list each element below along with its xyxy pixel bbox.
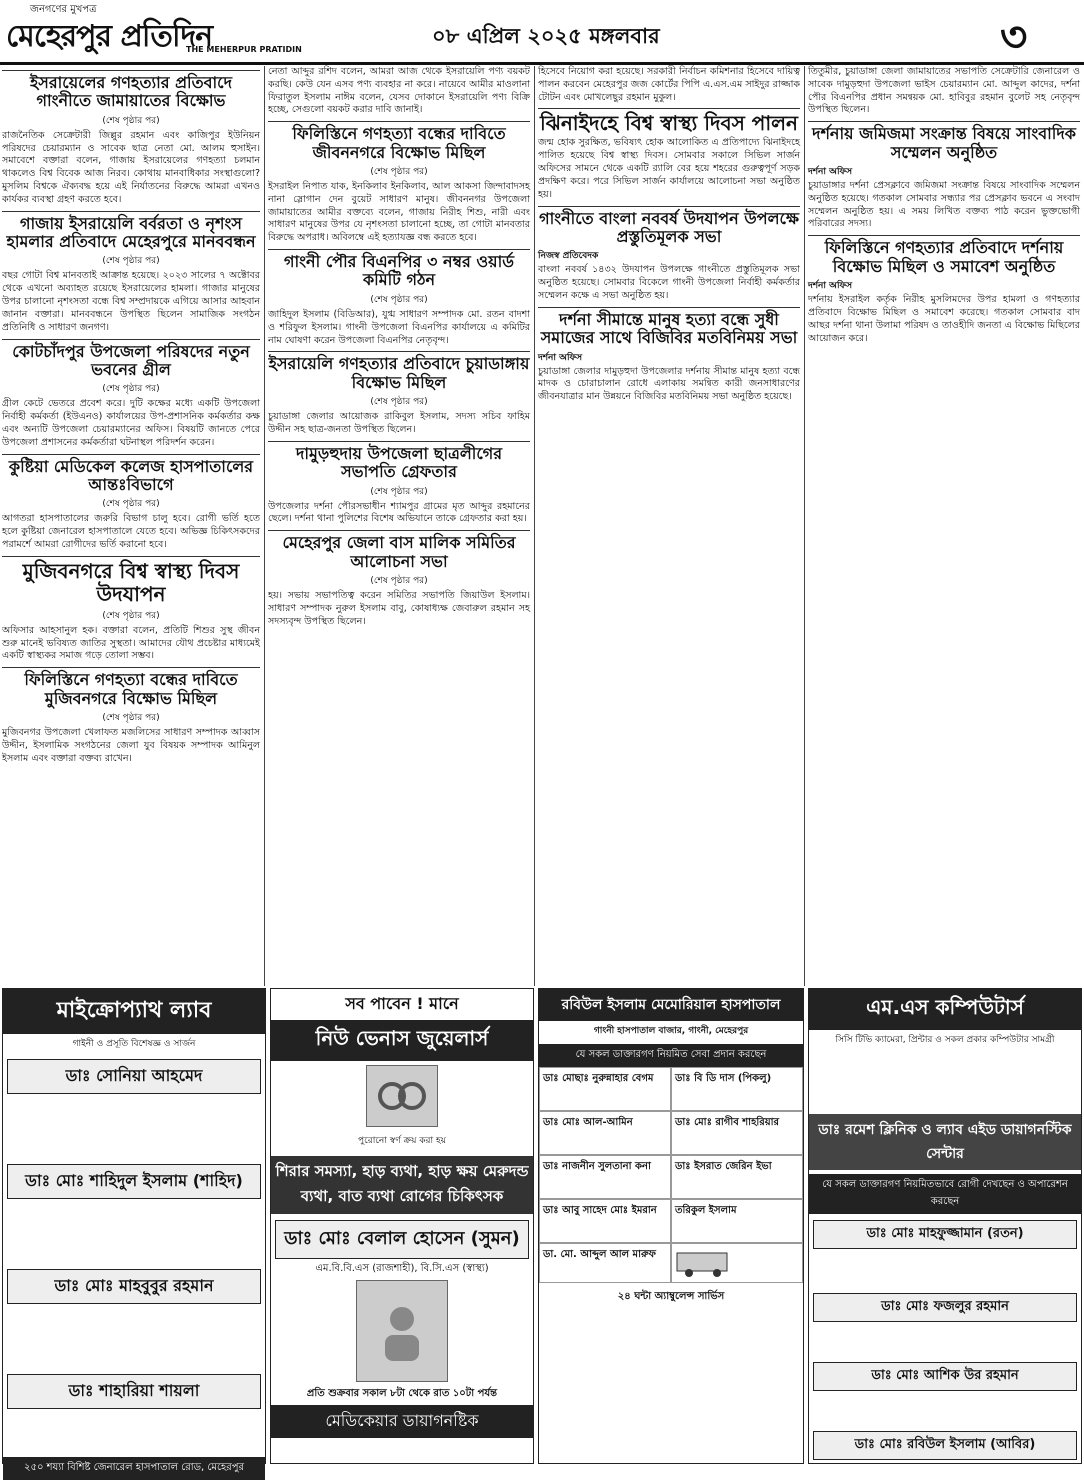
doctor-name: ডাঃ মোঃ মাহবুবুর রহমান <box>7 1269 261 1304</box>
ad-hospital <box>538 988 804 1464</box>
article-body: চুয়াডাঙ্গার দর্শনা প্রেসক্লাবে জমিজমা সংক্রান্ত বিষয়ে সাংবাদিক সম্মেলন অনুষ্ঠিত হয়েছে। গতকাল সোমবার সন্ধ্যার পর প্রেসক্লাব ভবনে এ সংবাদ সম্মেলন অনুষ্ঠিত হয়। এ সময় লিখিত বক্তব্য পাঠ করেন ভুক্তভোগী পরিবারের সদস্য। <box>808 180 1080 230</box>
continued-note: (শেষ পৃষ্ঠার পর) <box>102 256 160 267</box>
article-headline: গাংনী পৌর বিএনপির ৩ নম্বর ওয়ার্ড কমিটি গঠন <box>268 249 530 290</box>
ad-title: এম.এস কম্পিউটার্স <box>809 989 1081 1030</box>
continued-note: (শেষ পৃষ্ঠার পর) <box>102 499 160 510</box>
ad-jewel-line: পুরোনো স্বর্ণ ক্রয় করা হয় <box>358 1136 446 1146</box>
ring-icon <box>372 1076 432 1116</box>
ad-footer: ২৫০ শয্যা বিশিষ্ট জেনারেল হাসপাতাল রোড, মেহেরপুর <box>3 1457 265 1480</box>
doctor-details <box>809 1393 1081 1425</box>
article-body: নেতা আব্দুর রশিদ বলেন, আমরা আজ থেকে ইসরায়েলি পণ্য বয়কট করছি। কেউ যেন এসব পণ্য ব্যবহার না করে। নায়েবে আমীর মাওলানা ফিরাতুল ইসলাম নাঈম বলেন, যেসব দোকানে ইসরায়েলি পণ্য বিক্রি হচ্ছে, সেগুলো বয়কট করার দাবি জানাই। <box>268 66 530 116</box>
ad-jewellers-and-chamber <box>270 988 534 1464</box>
doctor-details <box>809 1251 1081 1287</box>
ad-band: যে সকল ডাক্তারগণ নিয়মিতভাবে রোগী দেখছেন ও অপারেশন করছেন <box>809 1174 1081 1214</box>
doctor-name: ডাঃ বি ডি দাস (পিকলু) <box>671 1067 803 1111</box>
doctor-name: ডাঃ মোঃ ফজলুর রহমান <box>813 1293 1077 1322</box>
chamber-time: প্রতি শুক্রবার সকাল ৮টা থেকে রাত ১০টা পর্যন্ত <box>306 1388 498 1399</box>
ad-band: যে সকল ডাক্তারগণ নিয়মিত সেবা প্রদান করছেন <box>539 1044 803 1067</box>
news-column-3 <box>538 66 800 986</box>
ad-chamber-title: শিরার সমস্যা, হাড় ব্যথা, হাড় ক্ষয় মেরুদন্ড ব্যথা, বাত ব্যথা রোগের চিকিৎসক <box>271 1156 533 1214</box>
doctor-name: ডাঃ নাজনীন সুলতানা কনা <box>539 1155 671 1199</box>
newspaper-name: মেহেরপুর প্রতিদিন <box>6 19 213 54</box>
article-byline: নিজস্ব প্রতিবেদক <box>538 251 599 262</box>
ambulance-image <box>671 1243 803 1283</box>
ad-subtitle: গাইনী ও প্রসূতি বিশেষজ্ঞ ও সার্জন <box>72 1039 196 1049</box>
news-column-4 <box>808 66 1080 986</box>
continued-note: (শেষ পৃষ্ঠার পর) <box>370 294 428 305</box>
article-body: হয়। সভায় সভাপতিত্ব করেন সমিতির সভাপতি জিয়াউল ইসলাম। সাধারণ সম্পাদক নুরুল ইসলাম বাবু, কোষাধ্যক্ষ জেবারুল রহমান সহ সদস্যবৃন্দ উপস্থিত ছিলেন। <box>268 589 530 627</box>
continued-note: (শেষ পৃষ্ঠার পর) <box>102 712 160 723</box>
doctor-name: ডাঃ শাহারিয়া শায়লা <box>7 1374 261 1409</box>
doctor-grid <box>539 1067 803 1283</box>
article-headline: দর্শনায় জমিজমা সংক্রান্ত বিষয়ে সাংবাদিক সম্মেলন অনুষ্ঠিত <box>808 121 1080 162</box>
article-body: বাংলা নববর্ষ ১৪৩২ উদযাপন উপলক্ষে গাংনীতে প্রস্তুতিমূলক সভা অনুষ্ঠিত হয়েছে। সোমবার বিকেলে গাংনী উপজেলা নির্বাহী কর্মকর্তার সম্মেলন কক্ষে এ সভা অনুষ্ঠিত হয়। <box>538 264 800 301</box>
issue-date: ০৮ এপ্রিল ২০২৫ মঙ্গলবার <box>432 24 660 48</box>
article-body: হিসেবে নিয়োগ করা হয়েছে। সরকারী নির্বাচন কমিশনার হিসেবে দায়িত্ব পালন করবেন মেহেরপুর জজ কোর্টের পিপি এ.এস.এম সাইদুর রাজ্জাক টোটন এবং মোখলেছুর রহমান মুকুল। <box>538 66 800 103</box>
doctor-name: ডাঃ আবু সাহেদ মোঃ ইমরান <box>539 1199 671 1243</box>
article-body: ইসরাইল নিপাত যাক, ইনকিলাব ইনকিলাব, আল আকসা জিন্দাবাদসহ নানা স্লোগান দেন বুয়েট সাধারণ মানুষ। জীবননগর উপজেলা জামায়াতের আমীর বক্তব্যে বলেন, গাজায় নিরীহ শিশু, নারী এবং সাধারণ মানুষের উপর যে নৃশংসতা চালানো হচ্ছে, তা গোটা মানবতার বিরুদ্ধে অপরাধ। অবিলম্বে এই হত্যাযজ্ঞ বন্ধ করতে হবে। <box>268 181 530 244</box>
clinic-title: ডাঃ রমেশ ক্লিনিক ও ল্যাব এইড ডায়াগনস্টিক সেন্টার <box>809 1114 1081 1170</box>
column-divider <box>264 66 265 986</box>
doctor-name: ডাঃ মোঃ আশিক উর রহমান <box>813 1362 1077 1391</box>
article-byline: দর্শনা অফিস <box>808 281 853 292</box>
doctor-name: ডাঃ মোঃ মাহফুজ্জামান (রতন) <box>813 1220 1077 1249</box>
article-headline: কুষ্টিয়া মেডিকেল কলেজ হাসপাতালের আন্তঃবিভাগে <box>2 454 260 495</box>
news-column-2 <box>268 66 530 986</box>
doctor-details <box>3 1096 265 1158</box>
article-headline: দর্শনা সীমান্তে মানুষ হত্যা বন্ধে সুধী সমাজের সাথে বিজিবির মতবিনিময় সভা <box>538 307 800 348</box>
doctor-name: ডা. মো. আব্দুল আল মারুফ <box>539 1243 671 1283</box>
article-byline: দর্শনা অফিস <box>538 352 583 363</box>
doctor-name: ডাঃ মোঃ রাগীব শাহরিয়ার <box>671 1111 803 1155</box>
article-headline: ঝিনাইদহে বিশ্ব স্বাস্থ্য দিবস পালন <box>538 108 800 135</box>
continued-note: (শেষ পৃষ্ঠার পর) <box>102 610 160 621</box>
article-body: দর্শনায় ইসরাইল কর্তৃক নিরীহ মুসলিমদের উপর হামলা ও গণহত্যার প্রতিবাদে বিক্ষোভ মিছিল ও সমাবেশ করেছে। গতকাল সোমবার বাদ আছর দর্শনা থানা উলামা পরিষদ ও তাওহীদি জনতা এ বিক্ষোভ মিছিলের আয়োজন করে। <box>808 294 1080 344</box>
ad-subtitle: সিসি টিভি ক্যামেরা, প্রিন্টার ও সকল প্রকার কম্পিউটার সামগ্রী <box>835 1035 1055 1045</box>
article-body: জন্ম হোক সুরক্ষিত, ভবিষ্যৎ হোক আলোকিত এ প্রতিপাদ্যে ঝিনাইদহে পালিত হয়েছে বিশ্ব স্বাস্থ্য দিবস। সোমবার সকালে সিভিল সার্জন অফিসের সামনে থেকে একটি র‍্যালি বের হয়ে শহরের গুরুত্বপূর্ণ সড়ক প্রদক্ষিণ করে। পরে সিভিল সার্জন কার্যালয়ে আলোচনা সভা অনুষ্ঠিত হয়। <box>538 137 800 200</box>
article-body: অফিসার আহসানুল হক। বক্তারা বলেন, প্রতিটি শিশুর সুস্থ জীবন শুরু মানেই ভবিষ্যত জাতির সুস্থতা। আমাদের যৌথ প্রচেষ্টার মাধ্যমেই একটি স্বাস্থ্যকর সমাজ গড়ে তোলা সম্ভব। <box>2 624 260 662</box>
article-headline: ফিলিস্তিনে গণহত্যার প্রতিবাদে দর্শনায় বিক্ষোভ মিছিল ও সমাবেশ অনুষ্ঠিত <box>808 235 1080 276</box>
article-body: বছর গোটা বিশ্ব মানবতাই আক্রান্ত হয়েছে। ২০২৩ সালের ৭ অক্টোবর থেকে এখনো অব্যাহত রয়েছে ইসরায়েলের হামলা। গাজার মানুষের উপর চালানো নৃশংসতা বন্ধে বিশ্ব সম্প্রদায়কে এগিয়ে আসার আহবান জানান বক্তারা। মানববন্ধনে উপস্থিত ছিলেন সামাজিক সংগঠন প্রতিনিধি ও সাধারণ জনগণ। <box>2 270 260 333</box>
newspaper-english-name: THE MEHERPUR PRATIDIN <box>186 45 302 54</box>
doctor-details <box>809 1324 1081 1356</box>
doctor-degrees: এম.বি.বি.এস (রাজশাহী), বি.সি.এস (স্বাস্থ্য) <box>315 1263 489 1274</box>
ambulance-icon <box>675 1247 735 1277</box>
doctor-name: ডাঃ ইসরাত জেরিন ইভা <box>671 1155 803 1199</box>
article-body: চুয়াডাঙ্গা জেলার দামুড়হুদা উপজেলার দর্শনায় সীমান্ত মানুষ হত্যা বন্ধে মাদক ও চোরাচালান রোধে এলাকায় সমন্বিত কারী জনসাধারণের জীবনযাত্রার মান উন্নয়নে বিজিবির মতবিনিময় সভা অনুষ্ঠিত হয়েছে। <box>538 365 800 403</box>
continued-note: (শেষ পৃষ্ঠার পর) <box>370 167 428 178</box>
ad-computers-and-clinic <box>808 988 1082 1464</box>
article-body: তিতুমীর, চুয়াডাঙ্গা জেলা জামায়াতের সভাপতি সেক্রেটারি জেনারেল ও সাবেক দামুড়হুদা উপজেলা ভাইস চেয়ারম্যান মো. আব্দুল কাদের, দর্শনা পৌর বিএনপির প্রধান সমন্বয়ক মো. হাবিবুর রহমান বুলেট সহ নেতৃবৃন্দ উপস্থিত ছিলেন। <box>808 66 1080 116</box>
continued-note: (শেষ পৃষ্ঠার পর) <box>370 397 428 408</box>
continued-note: (শেষ পৃষ্ঠার পর) <box>102 384 160 395</box>
article-headline: ফিলিস্তিনে গণহত্যা বন্ধের দাবিতে মুজিবনগরে বিক্ষোভ মিছিল <box>2 667 260 708</box>
column-divider <box>804 66 805 986</box>
masthead-tagline: জনগণের মুখপত্র <box>30 4 97 15</box>
doctor-details <box>3 1411 265 1453</box>
article-body: মুজিবনগর উপজেলা খেলাফত মজলিসের সাধারণ সম্পাদক আব্বাস উদ্দীন, ইসলামিক সংগঠনের জেলা যুব বিষয়ক সম্পাদক আমিনুল ইসলাম এবং বক্তারা বক্তব্য রাখেন। <box>2 726 260 764</box>
continued-note: (শেষ পৃষ্ঠার পর) <box>370 486 428 497</box>
article-headline: ইসরায়েলি গণহত্যার প্রতিবাদে চুয়াডাঙ্গায় বিক্ষোভ মিছিল <box>268 351 530 392</box>
masthead <box>0 0 1084 65</box>
doctor-name: ডাঃ মোঃ বেলাল হোসেন (সুমন) <box>275 1220 529 1259</box>
article-headline: গাজায় ইসরায়েলি বর্বরতা ও নৃশংস হামলার প্রতিবাদে মেহেরপুরে মানববন্ধন <box>2 211 260 252</box>
ad-micropath-lab <box>2 988 266 1473</box>
continued-note: (শেষ পৃষ্ঠার পর) <box>102 115 160 126</box>
news-column-1 <box>2 66 260 986</box>
doctor-name: ডাঃ সোনিয়া আহমেদ <box>7 1059 261 1094</box>
article-headline: ফিলিস্তিনে গণহত্যা বন্ধের দাবিতে জীবননগরে বিক্ষোভ মিছিল <box>268 121 530 162</box>
article-body: জাহিদুল ইসলাম (বিডিআর), যুগ্ম সাধারণ সম্পাদক মো. রতন বাদশা ও শরিফুল ইসলাম। গাংনী উপজেলা বিএনপির কার্যালয়ে এ কমিটির নাম ঘোষণা করেন উপজেলা বিএনপির নেতৃবৃন্দ। <box>268 308 530 346</box>
page-number: ৩ <box>1000 12 1028 61</box>
jewellery-image <box>366 1065 438 1127</box>
article-headline: কোটচাঁদপুর উপজেলা পরিষদের নতুন ভবনের গ্রীল <box>2 339 260 380</box>
doctor-details <box>3 1306 265 1368</box>
ad-address: গাংনী হাসপাতাল বাজার, গাংনী, মেহেরপুর <box>593 1026 749 1036</box>
ad-footer: মেডিকেয়ার ডায়াগনষ্টিক <box>271 1405 533 1438</box>
article-headline: দামুড়হুদায় উপজেলা ছাত্রলীগের সভাপতি গ্রেফতার <box>268 441 530 482</box>
doctor-details <box>3 1201 265 1263</box>
article-body: চুয়াডাঙ্গা জেলার আয়োজক রাকিবুল ইসলাম, সদস্য সচিব ফাহিম উদ্দীন সহ ছাত্র-জনতা উপস্থিত ছিলেন। <box>268 411 530 435</box>
person-icon <box>377 1301 427 1361</box>
doctor-name: ডাঃ মোছাঃ নুরুন্নাহার বেগম <box>539 1067 671 1111</box>
ad-title: রবিউল ইসলাম মেমোরিয়াল হাসপাতাল <box>539 989 803 1021</box>
column-divider <box>534 66 535 986</box>
article-byline: দর্শনা অফিস <box>808 167 853 178</box>
continued-note: (শেষ পৃষ্ঠার পর) <box>370 575 428 586</box>
article-headline: মুজিবনগরে বিশ্ব স্বাস্থ্য দিবস উদযাপন <box>2 556 260 606</box>
doctor-name: ডাঃ মোঃ আল-আমিন <box>539 1111 671 1155</box>
ad-title: মাইক্রোপ্যাথ ল্যাব <box>3 989 265 1034</box>
article-headline: মেহেরপুর জেলা বাস মালিক সমিতির আলোচনা সভা <box>268 530 530 571</box>
doctor-name: ডাঃ মোঃ শাহিদুল ইসলাম (শাহিদ) <box>7 1164 261 1199</box>
doctor-photo <box>356 1280 448 1382</box>
article-body: গ্রীল কেটে ভেতরে প্রবেশ করে। দুটি কক্ষের মধ্যে একটি উপজেলা নির্বাহী কর্মকর্তা (ইউএনও) কার্যালয়ের উপ-প্রশাসনিক কর্মকর্তার কক্ষ এবং অন্যটি উপজেলা চেয়ারম্যানের অফিস। বিষয়টি জানতে পেরে উপজেলা প্রশাসনের কর্মকর্তারা ঘটনাস্থল পরিদর্শন করেন। <box>2 398 260 448</box>
article-headline: গাংনীতে বাংলা নববর্ষ উদযাপন উপলক্ষে প্রস্তুতিমূলক সভা <box>538 206 800 247</box>
doctor-name: ডাঃ মোঃ রবিউল ইসলাম (আবির) <box>813 1431 1077 1460</box>
article-headline: ইসরায়েলের গণহত্যার প্রতিবাদে গাংনীতে জামায়াতের বিক্ষোভ <box>2 70 260 111</box>
article-body: উপজেলার দর্শনা পৌরসভাধীন শ্যামপুর গ্রামের মৃত আব্দুর রহমানের ছেলে। দর্শনা থানা পুলিশের বিশেষ অভিযানে তাকে গ্রেফতার করা হয়। <box>268 500 530 525</box>
ambulance-service: ২৪ ঘন্টা অ্যাম্বুলেন্স সার্ভিস <box>617 1291 725 1302</box>
ad-jewel-top: সব পাবেন ! মানে <box>345 994 459 1013</box>
article-body: রাজনৈতিক সেক্রেটারী জিল্লুর রহমান এবং কাজিপুর ইউনিয়ন পরিষদের চেয়ারম্যান ও সাবেক ছাত্র নেতা মো. আলম হুসাইন। সমাবেশে বক্তারা বলেন, গাজায় ইসরায়েলের গণহত্যা চলমান থাকলেও বিশ্ব বিবেক আজ নিরব। কোথায় মানবাধিকার সংস্থাগুলো? মুসলিম বিশ্বকে ঐক্যবদ্ধ হয়ে এই নির্যাতনের বিরুদ্ধে আমরা এখনও কার্যকর ব্যবস্থা গ্রহণ করতে হবে। <box>2 129 260 205</box>
doctor-name: তরিকুল ইসলাম <box>671 1199 803 1243</box>
article-body: আগতরা হাসপাতালের জরুরি বিভাগ চালু হবে। রোগী ভর্তি হতে হলে কুষ্টিয়া জেনারেল হাসপাতালে যেতে হবে। অভিজ্ঞ চিকিৎসকদের পরামর্শে আমরা রোগীদের ভর্তি করানো হবে। <box>2 513 260 550</box>
ad-jewel-title: নিউ ভেনাস জুয়েলার্স <box>271 1020 533 1061</box>
